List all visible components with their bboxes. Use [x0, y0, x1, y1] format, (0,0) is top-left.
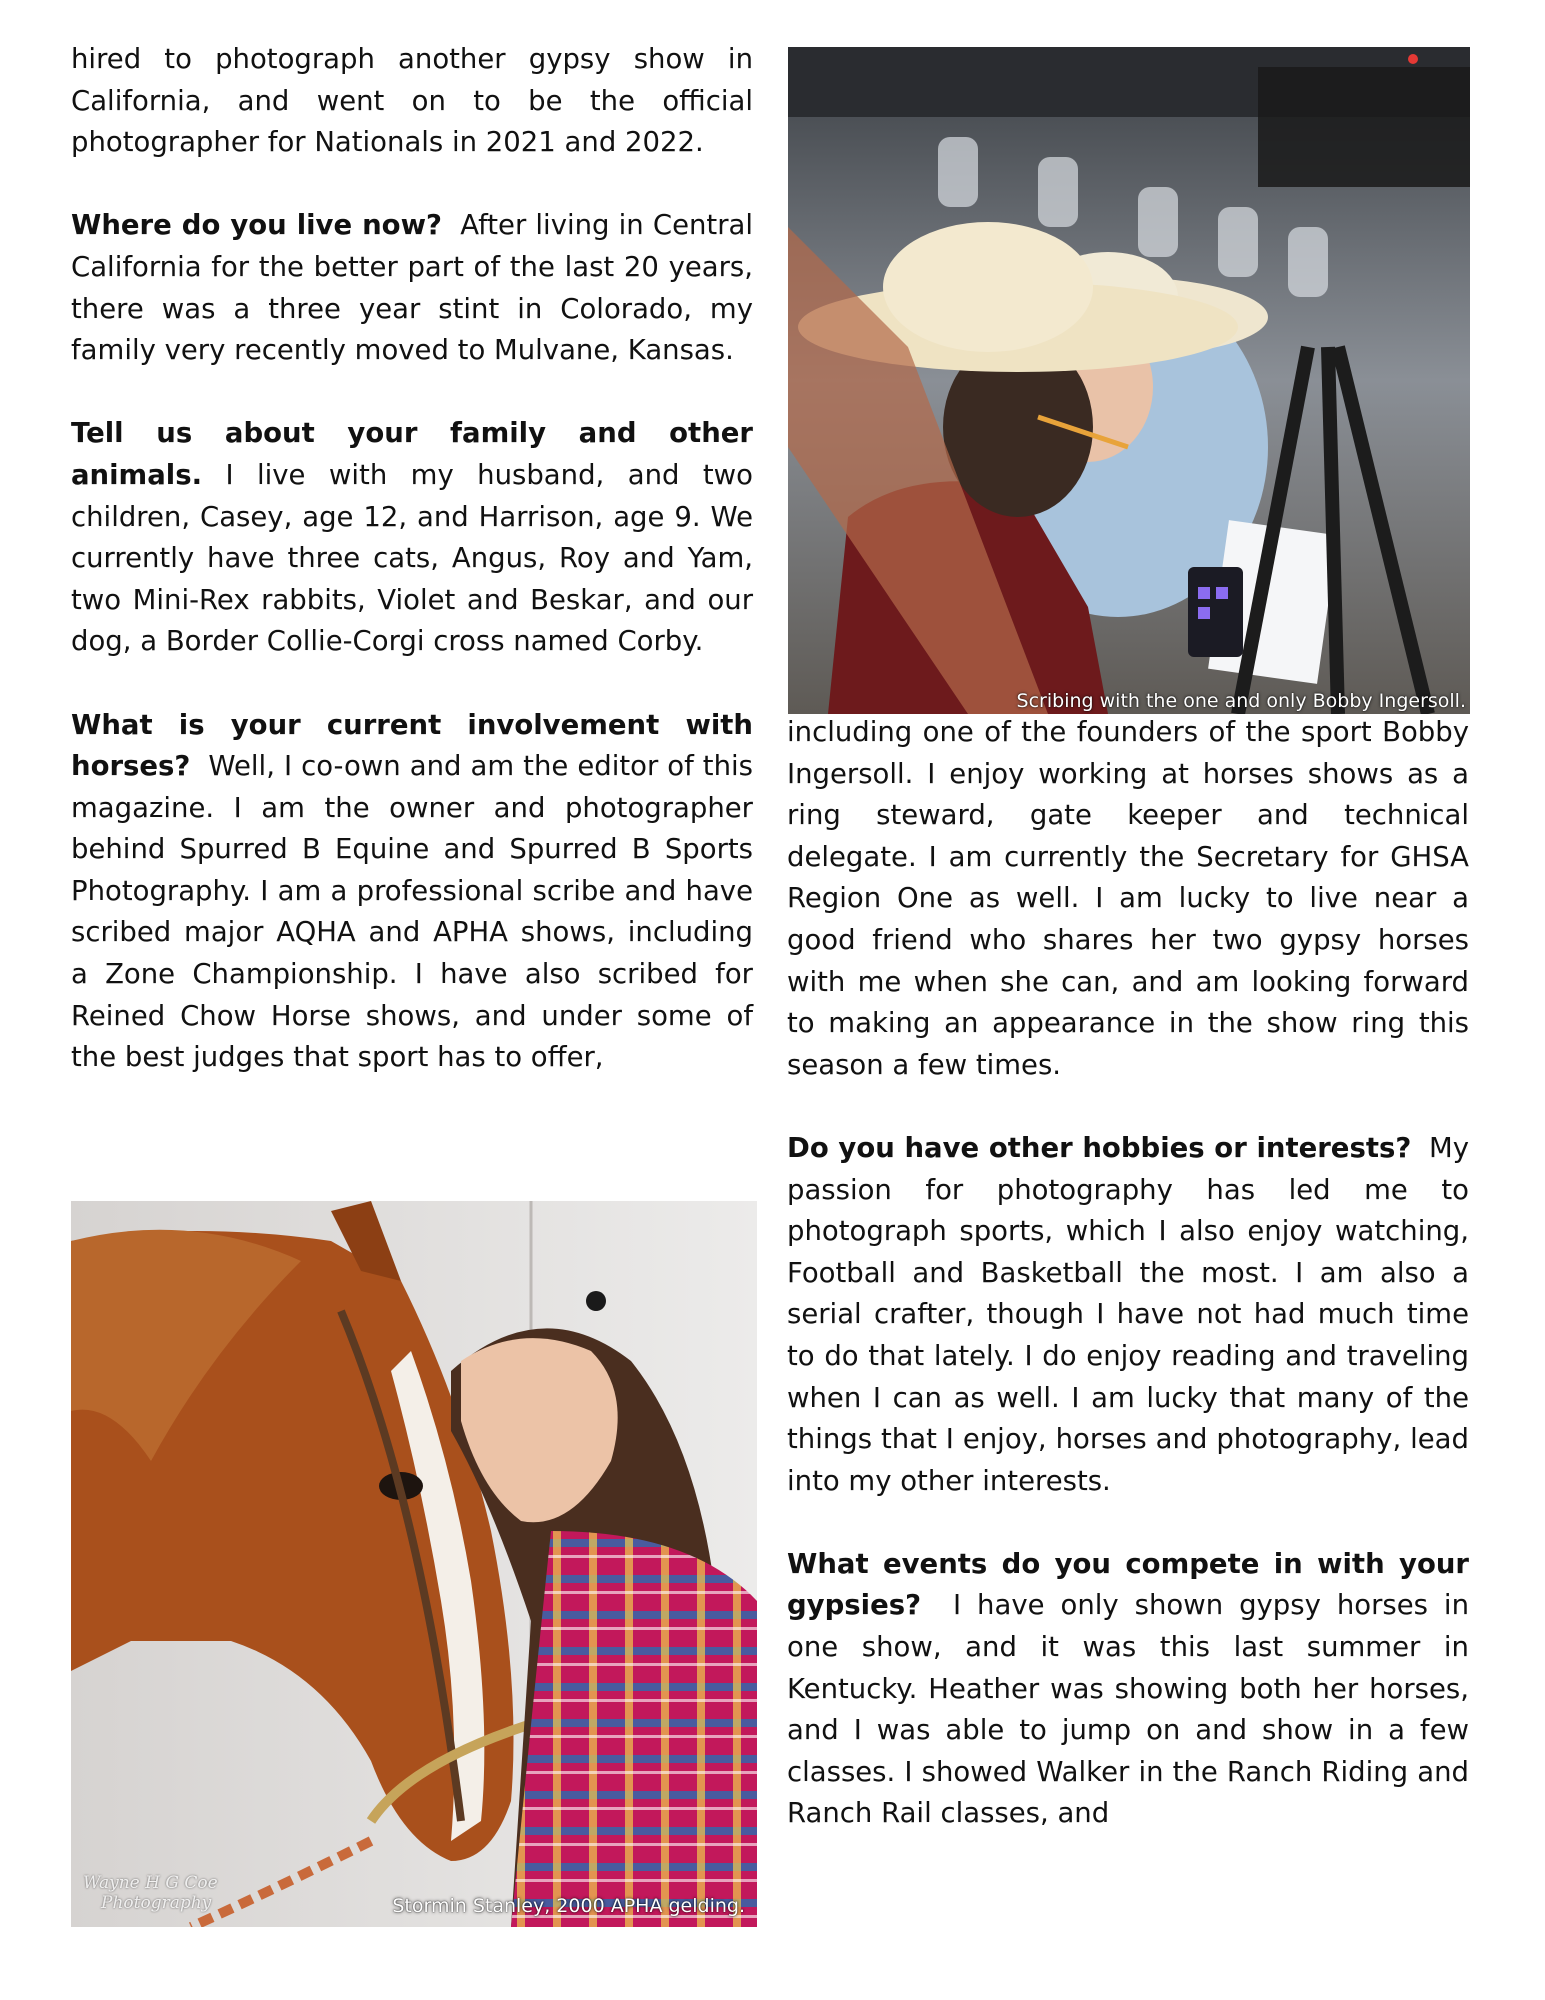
paragraph	[71, 205, 753, 371]
question-heading: What is your current involvement with horses?	[71, 708, 753, 783]
question-heading: Tell us about your family and other animals.	[71, 417, 753, 491]
photo-caption: Scribing with the one and only Bobby Ingersoll.	[1016, 690, 1466, 712]
horse-photo-illustration	[71, 1201, 757, 1927]
watermark-line: Photography	[101, 1893, 212, 1913]
paragraph-text: hired to photograph another gypsy show in California, and went on to be the official photographer for Nationals in 2021 and 2022.	[71, 43, 753, 159]
answer-text: I have only shown gypsy horses in one show, and it was this last summer in Kentucky. Heather was showing both her horses, and I was able to jump on and show in a few classes. I showed Walker in the Ranch Riding and Ranch Rail classes, and	[787, 1589, 1469, 1830]
paragraph	[71, 705, 753, 1079]
question-heading: Where do you live now?	[71, 209, 442, 242]
paragraph	[787, 1128, 1469, 1502]
scribing-photo	[788, 47, 1470, 714]
answer-text: I live with my husband, and two children, Casey, age 12, and Harrison, age 9. We currently have three cats, Angus, Roy and Yam, two Mini-Rex rabbits, Violet and Beskar, and our dog, a Border Collie-Corgi cross named Corby.	[71, 458, 753, 658]
photographer-watermark	[83, 1873, 218, 1913]
answer-text: My passion for photography has led me to photograph sports, which I also enjoy watching, Football and Basketball the most. I am also a serial crafter, though I have not had much time to do that lately. I do enjoy reading and traveling when I can as well. I am lucky that many of the things that I enjoy, horses and photography, lead into my other interests.	[787, 1131, 1469, 1497]
paragraph	[71, 413, 753, 663]
horse-photo	[71, 1201, 757, 1927]
question-heading: Do you have other hobbies or interests?	[787, 1131, 1412, 1164]
paragraph	[787, 712, 1469, 1086]
watermark-line: Wayne H G Coe	[83, 1873, 218, 1893]
answer-text: Well, I co-own and am the editor of this magazine. I am the owner and photographer behind Spurred B Equine and Spurred B Sports Photography. I am a professional scribe and have scribed major AQHA and APHA shows, including a Zone Championship. I have also scribed for Reined Chow Horse shows, and under some of the best judges that sport has to offer,	[71, 750, 753, 1074]
photo-caption: Stormin Stanley, 2000 APHA gelding.	[392, 1895, 745, 1917]
question-heading: What events do you compete in with your gypsies?	[787, 1547, 1469, 1622]
paragraph	[71, 39, 753, 164]
scribing-photo-illustration	[788, 47, 1470, 714]
paragraph-text: including one of the founders of the sport Bobby Ingersoll. I enjoy working at horses shows as a ring steward, gate keeper and technical delegate. I am currently the Secretary for GHSA Region One as well. I am lucky to live near a good friend who shares her two gypsy horses with me when she can, and am looking forward to making an appearance in the show ring this season a few times.	[787, 716, 1469, 1081]
answer-text: After living in Central California for the better part of the last 20 years, there was a three year stint in Colorado, my family very recently moved to Mulvane, Kansas.	[71, 209, 753, 367]
left-column-text	[71, 39, 753, 1079]
right-column-text	[787, 712, 1469, 1835]
paragraph	[787, 1544, 1469, 1835]
